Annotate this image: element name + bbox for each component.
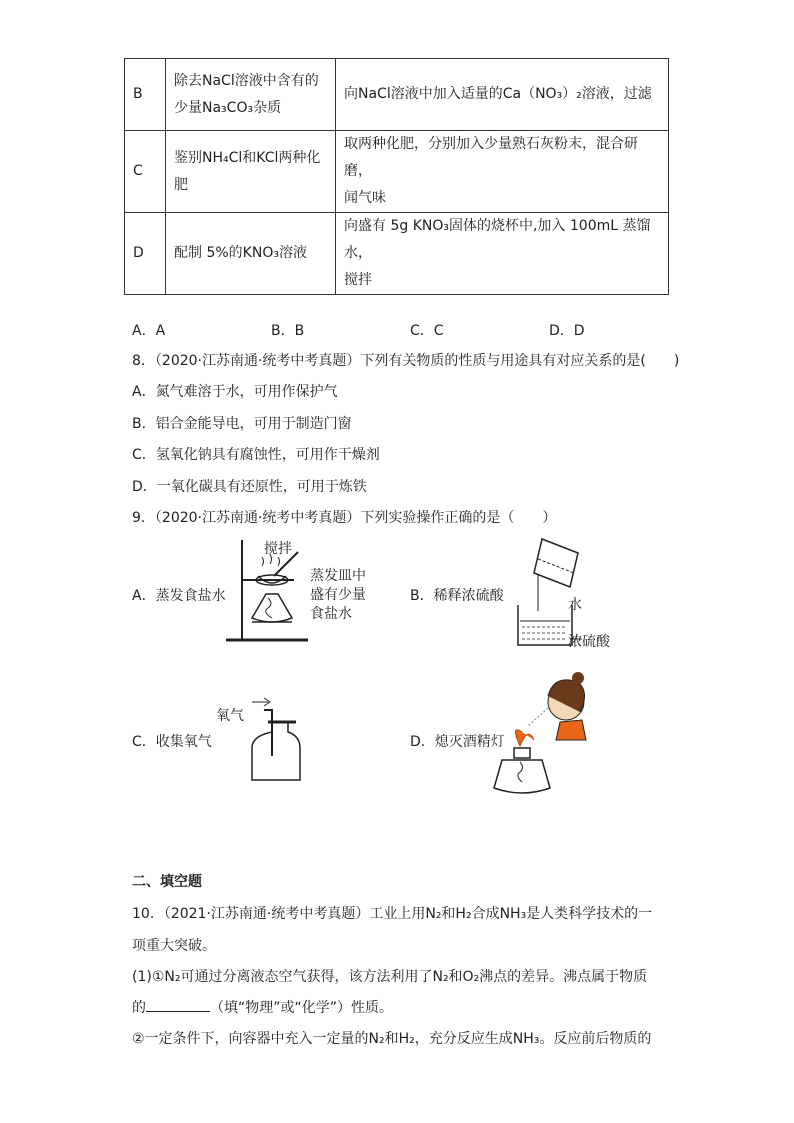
alcohol-lamp-figure xyxy=(474,668,594,808)
row-method: 取两种化肥，分别加入少量熟石灰粉末，混合研磨， 闻气味 xyxy=(336,131,669,213)
acid-label: 浓硫酸 xyxy=(568,634,610,650)
q8-option-c[interactable]: C．氢氧化钠具有腐蚀性，可用作干燥剂 xyxy=(132,447,380,463)
options-table xyxy=(124,58,669,295)
row-method: 向NaCl溶液中加入适量的Ca（NO₃）₂溶液，过滤 xyxy=(336,59,669,131)
option-a[interactable]: A．A xyxy=(132,323,166,339)
row-purpose: 配制 5%的KNO₃溶液 xyxy=(166,213,336,295)
row-purpose: 鉴别NH₄Cl和KCl两种化 肥 xyxy=(166,131,336,213)
row-key: B xyxy=(125,59,166,131)
q9-option-d[interactable]: D．熄灭酒精灯 xyxy=(410,734,505,750)
row-purpose: 除去NaCl溶液中含有的 少量Na₃CO₃杂质 xyxy=(166,59,336,131)
q8-option-a[interactable]: A．氮气难溶于水，可用作保护气 xyxy=(132,384,338,400)
water-label: 水 xyxy=(568,597,582,613)
q8-option-b[interactable]: B．铝合金能导电，可用于制造门窗 xyxy=(132,416,352,432)
q10-line-5: ②一定条件下，向容器中充入一定量的N₂和H₂，充分反应生成NH₃。反应前后物质的 xyxy=(132,1031,652,1047)
dish-label-2: 盛有少量 xyxy=(310,587,366,603)
q10-line-2: 项重大突破。 xyxy=(132,938,216,954)
row-key: D xyxy=(125,213,166,295)
option-b[interactable]: B．B xyxy=(271,323,305,339)
answer-blank[interactable] xyxy=(146,999,210,1012)
option-d[interactable]: D．D xyxy=(549,323,585,339)
q10-line-3: (1)①N₂可通过分离液态空气获得，该方法利用了N₂和O₂沸点的差异。沸点属于物质 xyxy=(132,969,648,985)
table-row xyxy=(125,213,669,295)
q9-option-c[interactable]: C．收集氧气 xyxy=(132,734,212,750)
option-c[interactable]: C．C xyxy=(410,323,444,339)
q8-option-d[interactable]: D．一氧化碳具有还原性，可用于炼铁 xyxy=(132,479,367,495)
q10-line-1: 10．（2021·江苏南通·统考中考真题）工业上用N₂和H₂合成NH₃是人类科学技术的一 xyxy=(132,906,653,922)
q9-option-a[interactable]: A．蒸发食盐水 xyxy=(132,588,226,604)
table-row xyxy=(125,131,669,213)
dish-label-3: 食盐水 xyxy=(310,606,352,622)
q8-stem: 8．（2020·江苏南通·统考中考真题）下列有关物质的性质与用途具有对应关系的是( ) xyxy=(132,353,680,369)
gas-collection-bottle-figure xyxy=(236,692,316,784)
q9-option-b[interactable]: B．稀释浓硫酸 xyxy=(410,588,504,604)
stir-label: 搅拌 xyxy=(264,541,292,557)
oxygen-label: 氧气 xyxy=(216,708,244,724)
row-key: C xyxy=(125,131,166,213)
dish-label-1: 蒸发皿中 xyxy=(310,568,366,584)
table-row xyxy=(125,59,669,131)
q9-stem: 9．（2020·江苏南通·统考中考真题）下列实验操作正确的是（ ） xyxy=(132,510,557,526)
section-title: 二、填空题 xyxy=(132,874,202,890)
row-method: 向盛有 5g KNO₃固体的烧杯中,加入 100mL 蒸馏水， 搅拌 xyxy=(336,213,669,295)
q10-line-4: 的 （填“物理”或“化学”）性质。 xyxy=(132,1000,394,1016)
